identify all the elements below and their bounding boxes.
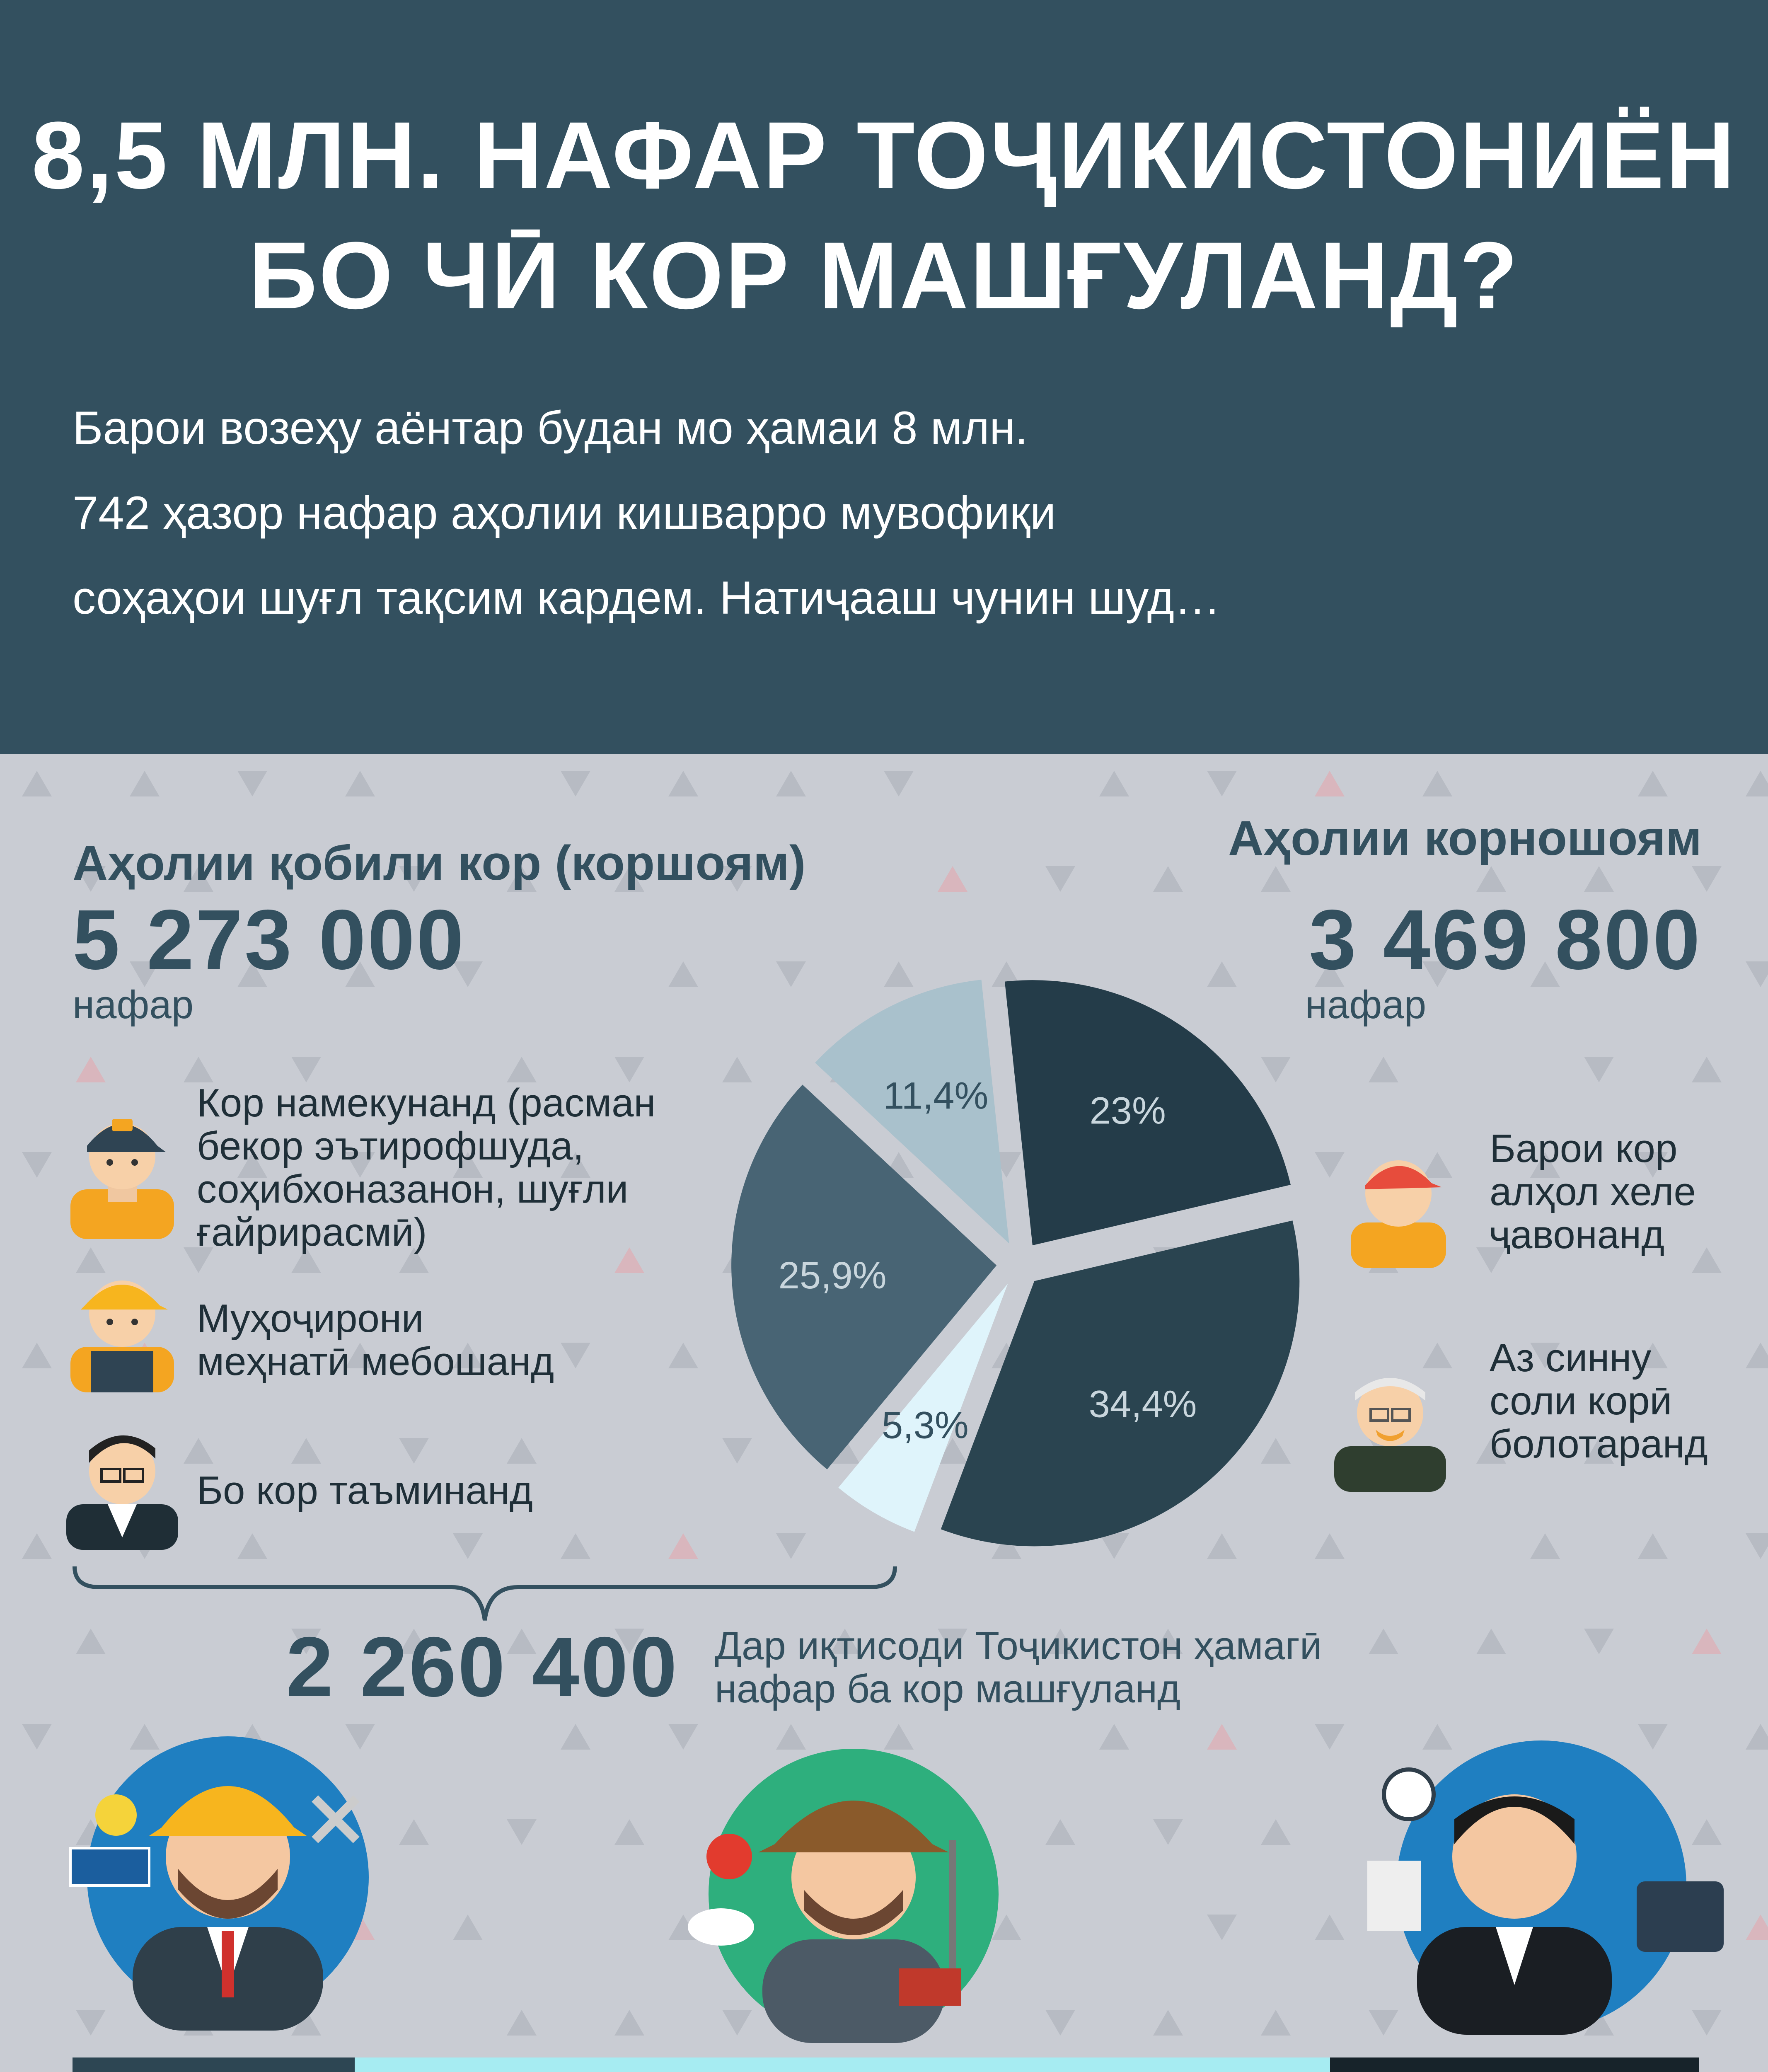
pattern-triangle [1369,1057,1398,1082]
pattern-triangle [237,771,267,796]
intro-line-1: Барои возеҳу аёнтар будан мо ҳамаи 8 млн. [73,402,1028,454]
too-old-line-3: болотаранд [1490,1422,1708,1466]
pattern-triangle [668,1343,698,1368]
employed-total-text [715,1624,1322,1711]
employed-total-number: 2 260 400 [286,1619,679,1714]
pattern-triangle [1638,771,1668,796]
pattern-triangle [237,1533,267,1559]
pattern-triangle [561,1343,590,1368]
pattern-triangle [561,1724,590,1750]
pattern-triangle [776,771,806,796]
too-young-line-1: Барои кор [1490,1126,1678,1171]
pattern-triangle [22,1724,52,1750]
pattern-triangle [1315,1915,1345,1940]
pattern-triangle [1369,1629,1398,1654]
pattern-triangle [1261,866,1291,892]
pattern-triangle [130,771,160,796]
employed-line-1: Бо кор таъминанд [197,1468,533,1513]
not-working-line-1: Кор намекунанд (расман [197,1081,656,1125]
migrants-label [197,1297,554,1383]
header [0,0,1768,754]
pattern-triangle [1315,771,1345,796]
pattern-triangle [1746,771,1768,796]
boy-icon [1347,1135,1450,1268]
pattern-triangle [1746,1533,1768,1559]
pattern-triangle [76,1629,106,1654]
pattern-triangle [1584,1057,1614,1082]
pattern-triangle [1153,1819,1183,1845]
pie-slice-label: 25,9% [778,1254,887,1297]
not-working-line-2: бекор эътирофшуда, [197,1124,584,1168]
pattern-triangle [1692,1057,1722,1082]
not-working-line-3: соҳибхоназанон, шуғли [197,1167,629,1211]
pattern-triangle [561,1533,590,1559]
pattern-triangle [507,1819,537,1845]
pattern-triangle [1692,866,1722,892]
office-man-icon [62,1413,182,1550]
page-title [0,95,1768,336]
pattern-triangle [453,1915,483,1940]
too-old-line-1: Аз синну [1490,1336,1652,1380]
employed-total-line-2: нафар ба кор машғуланд [715,1667,1180,1711]
intro-line-3: соҳаҳои шуғл тақсим кардем. Натиҷааш чунин шуд… [73,572,1221,624]
working-age-number: 5 273 000 [73,892,465,987]
pattern-triangle [1207,1724,1237,1750]
sector-bar-segment [355,2057,1330,2072]
too-young-line-2: алҳол хеле [1490,1169,1696,1214]
pie-slice-label: 5,3% [882,1404,969,1447]
pattern-triangle [1045,866,1075,892]
farmer-icon [675,1732,1015,2043]
working-age-heading: Аҳолии қобили кор (коршоям) [73,836,806,891]
pattern-triangle [22,1152,52,1178]
pattern-triangle [1207,771,1237,796]
pattern-triangle [614,2010,644,2036]
pattern-triangle [1692,1247,1722,1273]
not-working-label [197,1082,656,1254]
non-working-age-unit: нафар [1305,983,1427,1027]
pattern-triangle [1315,1724,1345,1750]
pattern-triangle [668,771,698,796]
pattern-triangle [1584,1629,1614,1654]
pattern-triangle [184,1057,213,1082]
pattern-triangle [1153,2010,1183,2036]
pattern-triangle [345,771,375,796]
pattern-triangle [453,1533,483,1559]
construction-worker-icon [62,1256,182,1392]
intro-line-2: 742 ҳазор нафар аҳолии кишварро мувофиқи [73,487,1056,539]
pattern-triangle [1476,1629,1506,1654]
pattern-triangle [1045,1819,1075,1845]
non-working-age-number: 3 469 800 [1309,892,1702,987]
pattern-triangle [22,771,52,796]
too-young-line-3: ҷавонанд [1490,1213,1665,1257]
title-line-1: 8,5 МЛН. НАФАР ТОҶИКИСТОНИЁН [31,102,1737,208]
pattern-triangle [1099,1724,1129,1750]
pattern-triangle [938,866,967,892]
pattern-triangle [1746,1915,1768,1940]
pattern-triangle [184,1438,213,1464]
migrants-line-2: меҳнатӣ мебошанд [197,1339,554,1384]
pattern-triangle [507,2010,537,2036]
pattern-triangle [884,771,914,796]
employed-label [197,1469,533,1512]
pattern-triangle [1476,866,1506,892]
pattern-triangle [614,1057,644,1082]
pattern-triangle [1422,771,1452,796]
worker-cap-icon [62,1094,182,1239]
employed-total-line-1: Дар иқтисоди Тоҷикистон ҳамагӣ [715,1624,1322,1668]
intro-text [73,385,1564,640]
pattern-triangle [1099,771,1129,796]
pattern-triangle [668,1533,698,1559]
pattern-triangle [561,771,590,796]
too-old-line-2: соли корӣ [1490,1379,1672,1423]
pattern-triangle [291,1057,321,1082]
office-worker-icon [1363,1728,1724,2035]
pattern-triangle [1638,1533,1668,1559]
pattern-triangle [1207,1915,1237,1940]
pattern-triangle [76,1057,106,1082]
pattern-triangle [1530,1533,1560,1559]
sector-bar-segment [1330,2057,1699,2072]
pattern-triangle [1746,1724,1768,1750]
pattern-triangle [399,1438,429,1464]
pattern-triangle [614,1819,644,1845]
pie-slice-label: 34,4% [1088,1383,1197,1426]
pattern-triangle [507,1057,537,1082]
pattern-triangle [1261,1819,1291,1845]
not-working-line-4: ғайрирасмӣ) [197,1210,427,1254]
working-age-unit: нафар [73,983,194,1027]
engineer-icon [58,1732,381,2031]
pie-slice-label: 11,4% [883,1075,989,1117]
pattern-triangle [507,1438,537,1464]
pattern-triangle [22,1533,52,1559]
population-pie-chart [696,953,1342,1575]
pie-slice-label: 23% [1089,1089,1166,1132]
pattern-triangle [668,961,698,987]
sector-bar-segment [73,2057,355,2072]
pattern-triangle [1746,961,1768,987]
pattern-triangle [1261,2010,1291,2036]
pattern-triangle [1584,866,1614,892]
too-young-label [1490,1127,1696,1256]
pattern-triangle [291,1438,321,1464]
pattern-triangle [1045,2010,1075,2036]
pattern-triangle [399,1819,429,1845]
non-working-age-heading: Аҳолии корношоям [1228,811,1702,866]
too-old-label [1490,1336,1708,1466]
old-man-icon [1330,1355,1450,1492]
pattern-triangle [1153,866,1183,892]
pattern-triangle [1746,1343,1768,1368]
pattern-triangle [1692,1629,1722,1654]
title-line-2: БО ЧӢ КОР МАШҒУЛАНД? [249,222,1519,329]
migrants-line-1: Муҳоҷирони [197,1296,424,1341]
pattern-triangle [22,1343,52,1368]
